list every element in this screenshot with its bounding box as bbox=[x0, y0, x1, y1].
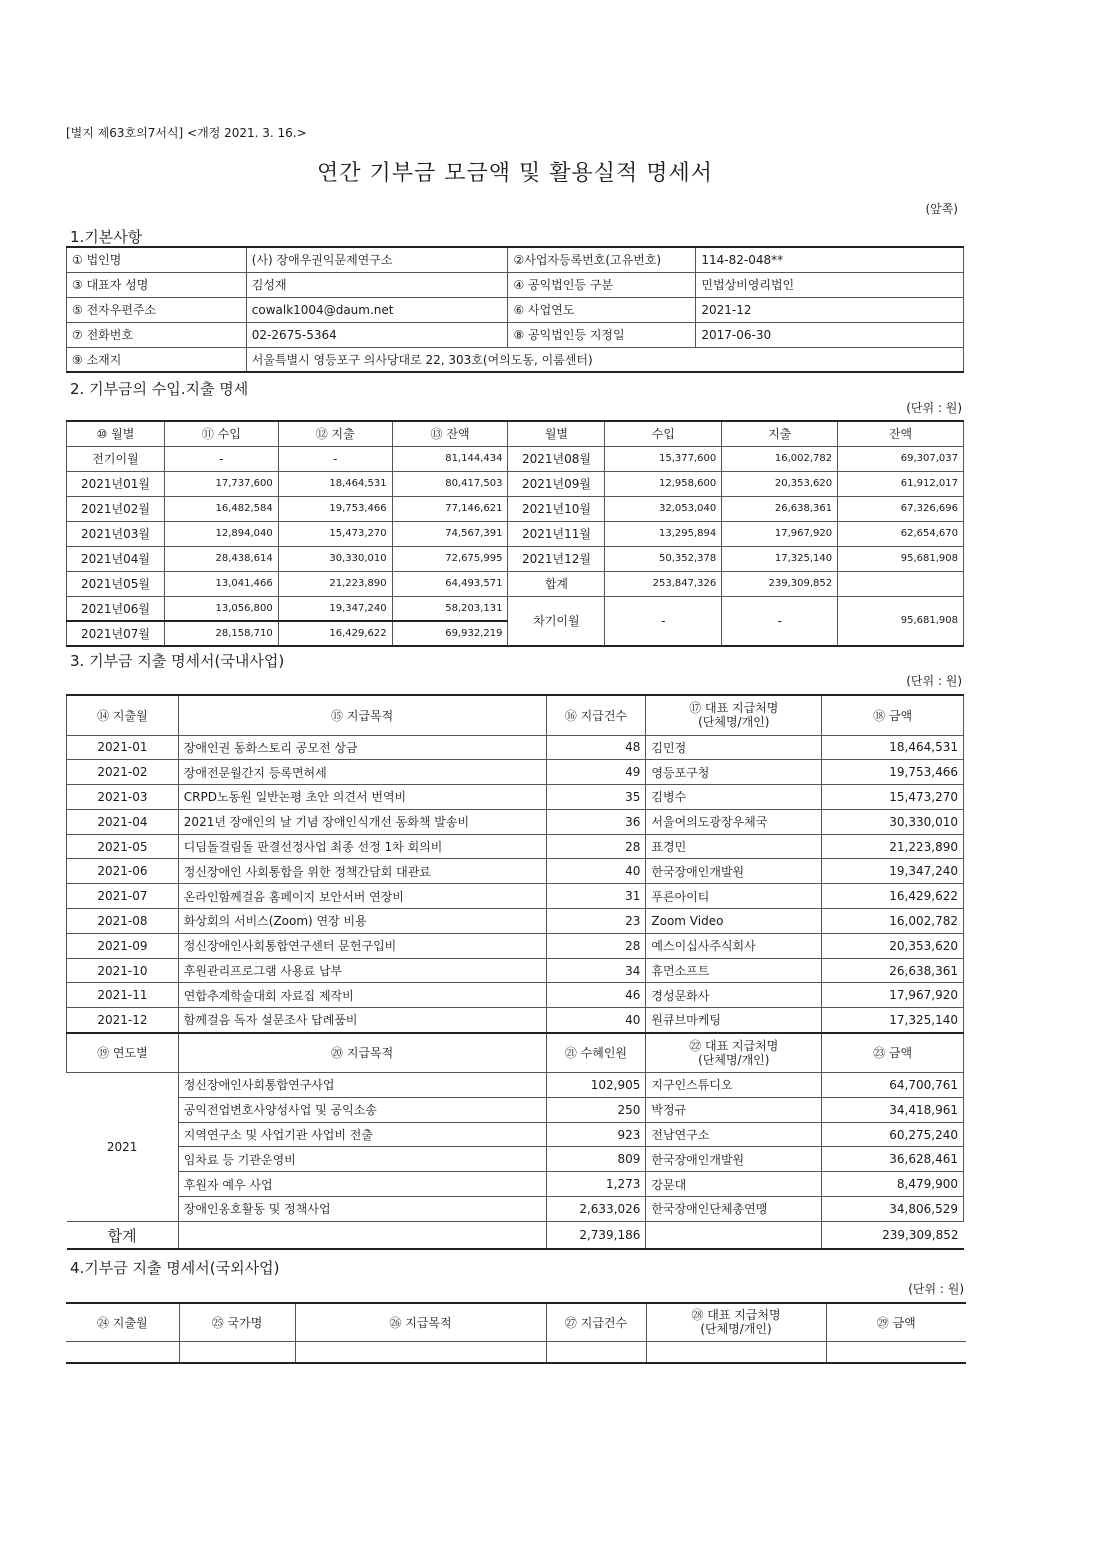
amount-cell: 64,700,761 bbox=[822, 1073, 964, 1098]
column-header: 지출 bbox=[722, 421, 838, 446]
count-cell: 31 bbox=[546, 884, 646, 909]
section3-title: 3. 기부금 지출 명세서(국내사업) bbox=[70, 652, 285, 670]
empty-row bbox=[66, 1341, 966, 1363]
table-row bbox=[67, 596, 964, 621]
payee-cell: 경성문화사 bbox=[646, 983, 822, 1008]
amount-cell: 19,753,466 bbox=[822, 760, 964, 785]
payee-cell: 표경민 bbox=[646, 834, 822, 859]
table-row bbox=[67, 496, 964, 521]
amount-cell: 16,429,622 bbox=[278, 621, 392, 646]
payee-cell: 지구인스튜디오 bbox=[646, 1073, 822, 1098]
section4-title: 4.기부금 지출 명세서(국외사업) bbox=[70, 1259, 280, 1277]
payee-cell: 서울여의도광장우체국 bbox=[646, 809, 822, 834]
program-row bbox=[67, 1147, 964, 1172]
amount-cell: 20,353,620 bbox=[722, 471, 838, 496]
table-row bbox=[67, 546, 964, 571]
domestic-expense-table bbox=[66, 694, 964, 1250]
section3-unit: (단위 : 원) bbox=[906, 674, 962, 688]
count-cell: 34 bbox=[546, 958, 646, 983]
column-header: ㉗ 지급건수 bbox=[546, 1303, 646, 1341]
basic-info-row bbox=[67, 272, 964, 297]
month-cell: 합계 bbox=[508, 571, 605, 596]
expense-row bbox=[67, 809, 964, 834]
expense-row bbox=[67, 983, 964, 1008]
month-cell: 2021년11월 bbox=[508, 521, 605, 546]
address-value: 서울특별시 영등포구 의사당대로 22, 303호(여의도동, 이룸센터) bbox=[246, 347, 963, 372]
payee-cell: 한국장애인단체총연맹 bbox=[646, 1197, 822, 1222]
month-cell: 2021년07월 bbox=[67, 621, 165, 646]
amount-cell: 28,438,614 bbox=[164, 546, 278, 571]
amount-cell: 69,932,219 bbox=[392, 621, 508, 646]
count-cell: 250 bbox=[546, 1097, 646, 1122]
amount-cell: 20,353,620 bbox=[822, 933, 964, 958]
month-cell: 2021년09월 bbox=[508, 471, 605, 496]
amount-cell: 19,347,240 bbox=[822, 859, 964, 884]
amount-cell bbox=[838, 571, 964, 596]
column-header: ㉕ 국가명 bbox=[179, 1303, 295, 1341]
amount-cell: 17,737,600 bbox=[164, 471, 278, 496]
column-header: ⑩ 월별 bbox=[67, 421, 165, 446]
amount-cell: 17,325,140 bbox=[822, 1008, 964, 1033]
header-row bbox=[67, 695, 964, 735]
expense-row bbox=[67, 735, 964, 760]
month-cell: 2021년10월 bbox=[508, 496, 605, 521]
count-cell: 36 bbox=[546, 809, 646, 834]
field-label: ⑤ 전자우편주소 bbox=[67, 297, 247, 322]
column-header: ⑱ 금액 bbox=[822, 695, 964, 735]
purpose-cell: 장애인권 동화스토리 공모전 상금 bbox=[178, 735, 546, 760]
purpose-cell: 디딤돌걸림돌 판결선정사업 최종 선정 1차 회의비 bbox=[178, 834, 546, 859]
amount-cell: 36,628,461 bbox=[822, 1147, 964, 1172]
amount-cell: - bbox=[605, 596, 722, 646]
column-header: ㉑ 수혜인원 bbox=[546, 1033, 646, 1073]
purpose-cell: 함께걸음 독자 설문조사 답례품비 bbox=[178, 1008, 546, 1033]
month-cell: 2021-07 bbox=[67, 884, 179, 909]
amount-cell: 28,158,710 bbox=[164, 621, 278, 646]
field-value: 김성재 bbox=[246, 272, 508, 297]
amount-cell: - bbox=[164, 446, 278, 471]
amount-cell: 72,675,995 bbox=[392, 546, 508, 571]
field-value: 민법상비영리법인 bbox=[696, 272, 964, 297]
payee-cell: 박정규 bbox=[646, 1097, 822, 1122]
total-count: 2,739,186 bbox=[546, 1221, 646, 1249]
document-title: 연간 기부금 모금액 및 활용실적 명세서 bbox=[317, 161, 713, 186]
purpose-cell: CRPD노동원 일반논평 초안 의견서 번역비 bbox=[178, 785, 546, 810]
section2-unit: (단위 : 원) bbox=[906, 401, 962, 415]
purpose-cell: 공익전업변호사양성사업 및 공익소송 bbox=[178, 1097, 546, 1122]
program-row bbox=[67, 1172, 964, 1197]
amount-cell: 80,417,503 bbox=[392, 471, 508, 496]
month-cell: 2021-02 bbox=[67, 760, 179, 785]
field-value: 2017-06-30 bbox=[696, 322, 964, 347]
expense-row bbox=[67, 909, 964, 934]
amount-cell: 64,493,571 bbox=[392, 571, 508, 596]
income-expense-table bbox=[66, 420, 964, 647]
program-row bbox=[67, 1097, 964, 1122]
amount-cell: 16,002,782 bbox=[722, 446, 838, 471]
column-header bbox=[646, 1033, 822, 1073]
count-cell: 23 bbox=[546, 909, 646, 934]
column-header: ㉙ 금액 bbox=[826, 1303, 966, 1341]
amount-cell: 61,912,017 bbox=[838, 471, 964, 496]
payee-cell: 전남연구소 bbox=[646, 1122, 822, 1147]
purpose-cell: 후원관리프로그램 사용료 납부 bbox=[178, 958, 546, 983]
amount-cell: 67,326,696 bbox=[838, 496, 964, 521]
basic-info-row bbox=[67, 247, 964, 272]
count-cell: 102,905 bbox=[546, 1073, 646, 1098]
amount-cell: 17,325,140 bbox=[722, 546, 838, 571]
amount-cell: 26,638,361 bbox=[722, 496, 838, 521]
amount-cell: 21,223,890 bbox=[822, 834, 964, 859]
payee-cell: Zoom Video bbox=[646, 909, 822, 934]
amount-cell: 16,002,782 bbox=[822, 909, 964, 934]
basic-info-table bbox=[66, 246, 964, 373]
expense-row bbox=[67, 760, 964, 785]
empty-cell bbox=[66, 1341, 179, 1363]
amount-cell: 13,056,800 bbox=[164, 596, 278, 621]
table-row bbox=[67, 471, 964, 496]
field-label: ⑥ 사업연도 bbox=[508, 297, 696, 322]
payee-cell: 영등포구청 bbox=[646, 760, 822, 785]
amount-cell: 15,473,270 bbox=[278, 521, 392, 546]
month-cell: 2021-04 bbox=[67, 809, 179, 834]
column-header: ⑫ 지출 bbox=[278, 421, 392, 446]
purpose-cell: 후원자 예우 사업 bbox=[178, 1172, 546, 1197]
total-row bbox=[67, 1221, 964, 1249]
empty-cell bbox=[646, 1221, 822, 1249]
header-row bbox=[66, 1303, 966, 1341]
field-label: ① 법인명 bbox=[67, 247, 247, 272]
header-row bbox=[67, 421, 964, 446]
form-reference: [별지 제63호의7서식] <개정 2021. 3. 16.> bbox=[66, 126, 307, 140]
count-cell: 28 bbox=[546, 933, 646, 958]
amount-cell: 34,418,961 bbox=[822, 1097, 964, 1122]
amount-cell: 26,638,361 bbox=[822, 958, 964, 983]
amount-cell: - bbox=[722, 596, 838, 646]
amount-cell: 95,681,908 bbox=[838, 546, 964, 571]
amount-cell: 19,347,240 bbox=[278, 596, 392, 621]
amount-cell: 253,847,326 bbox=[605, 571, 722, 596]
header-line: (단체명/개인) bbox=[700, 1322, 772, 1337]
month-cell: 2021-10 bbox=[67, 958, 179, 983]
amount-cell: 18,464,531 bbox=[278, 471, 392, 496]
month-cell: 2021년06월 bbox=[67, 596, 165, 621]
column-header: 잔액 bbox=[838, 421, 964, 446]
section2-title: 2. 기부금의 수입.지출 명세 bbox=[70, 380, 249, 398]
table-row bbox=[67, 571, 964, 596]
purpose-cell: 온라인함께걸음 홈페이지 보안서버 연장비 bbox=[178, 884, 546, 909]
amount-cell: 13,295,894 bbox=[605, 521, 722, 546]
count-cell: 809 bbox=[546, 1147, 646, 1172]
purpose-cell: 임차료 등 기관운영비 bbox=[178, 1147, 546, 1172]
empty-cell bbox=[646, 1341, 826, 1363]
month-cell: 2021년04월 bbox=[67, 546, 165, 571]
amount-cell: 12,958,600 bbox=[605, 471, 722, 496]
amount-cell: 30,330,010 bbox=[278, 546, 392, 571]
table-row bbox=[67, 446, 964, 471]
amount-cell: 15,377,600 bbox=[605, 446, 722, 471]
month-cell: 2021년08월 bbox=[508, 446, 605, 471]
total-amount: 239,309,852 bbox=[822, 1221, 964, 1249]
month-cell: 2021년03월 bbox=[67, 521, 165, 546]
amount-cell: 17,967,920 bbox=[822, 983, 964, 1008]
month-cell: 2021-05 bbox=[67, 834, 179, 859]
amount-cell: 50,352,378 bbox=[605, 546, 722, 571]
column-header: ⑮ 지급목적 bbox=[178, 695, 546, 735]
field-value: (사) 장애우권익문제연구소 bbox=[246, 247, 508, 272]
column-header: 수입 bbox=[605, 421, 722, 446]
amount-cell: 239,309,852 bbox=[722, 571, 838, 596]
header-line: ㉘ 대표 지급처명 bbox=[691, 1308, 781, 1323]
field-value: 02-2675-5364 bbox=[246, 322, 508, 347]
amount-cell: 60,275,240 bbox=[822, 1122, 964, 1147]
count-cell: 48 bbox=[546, 735, 646, 760]
empty-cell bbox=[179, 1341, 295, 1363]
expense-row bbox=[67, 785, 964, 810]
purpose-cell: 화상회의 서비스(Zoom) 연장 비용 bbox=[178, 909, 546, 934]
amount-cell: 34,806,529 bbox=[822, 1197, 964, 1222]
month-cell: 2021-03 bbox=[67, 785, 179, 810]
empty-cell bbox=[546, 1341, 646, 1363]
column-header: ⑬ 잔액 bbox=[392, 421, 508, 446]
empty-cell bbox=[826, 1341, 966, 1363]
amount-cell: 95,681,908 bbox=[838, 596, 964, 646]
field-label: ②사업자등록번호(고유번호) bbox=[508, 247, 696, 272]
purpose-cell: 2021년 장애인의 날 기념 장애인식개선 동화책 발송비 bbox=[178, 809, 546, 834]
section1-title: 1.기본사항 bbox=[70, 228, 143, 246]
payee-cell: 예스이십사주식회사 bbox=[646, 933, 822, 958]
amount-cell: 12,894,040 bbox=[164, 521, 278, 546]
header-line: ㉒ 대표 지급처명 bbox=[689, 1038, 779, 1053]
column-header bbox=[646, 1303, 826, 1341]
month-cell: 2021년01월 bbox=[67, 471, 165, 496]
count-cell: 40 bbox=[546, 1008, 646, 1033]
month-cell: 2021-01 bbox=[67, 735, 179, 760]
total-label: 합계 bbox=[67, 1221, 179, 1249]
program-row bbox=[67, 1197, 964, 1222]
payee-cell: 김병수 bbox=[646, 785, 822, 810]
amount-cell: 30,330,010 bbox=[822, 809, 964, 834]
purpose-cell: 장애전문월간지 등록면허세 bbox=[178, 760, 546, 785]
field-value: cowalk1004@daum.net bbox=[246, 297, 508, 322]
amount-cell: 21,223,890 bbox=[278, 571, 392, 596]
program-row bbox=[67, 1122, 964, 1147]
purpose-cell: 장애인옹호활동 및 정책사업 bbox=[178, 1197, 546, 1222]
table-row bbox=[67, 521, 964, 546]
amount-cell: 69,307,037 bbox=[838, 446, 964, 471]
month-cell: 2021년02월 bbox=[67, 496, 165, 521]
amount-cell: 77,146,621 bbox=[392, 496, 508, 521]
empty-cell bbox=[295, 1341, 546, 1363]
purpose-cell: 정신장애인 사회통합을 위한 정책간담회 대관료 bbox=[178, 859, 546, 884]
purpose-cell: 지역연구소 및 사업기관 사업비 전출 bbox=[178, 1122, 546, 1147]
month-cell: 2021년12월 bbox=[508, 546, 605, 571]
purpose-cell: 정신장애인사회통합연구센터 문헌구입비 bbox=[178, 933, 546, 958]
count-cell: 49 bbox=[546, 760, 646, 785]
expense-row bbox=[67, 1008, 964, 1033]
expense-row bbox=[67, 884, 964, 909]
field-value: 2021-12 bbox=[696, 297, 964, 322]
section4-unit: (단위 : 원) bbox=[908, 1282, 964, 1296]
field-label: ⑨ 소재지 bbox=[67, 347, 247, 372]
count-cell: 28 bbox=[546, 834, 646, 859]
column-header: ⑳ 지급목적 bbox=[178, 1033, 546, 1073]
payee-cell: 한국장애인개발원 bbox=[646, 1147, 822, 1172]
payee-cell: 강문대 bbox=[646, 1172, 822, 1197]
amount-cell: 17,967,920 bbox=[722, 521, 838, 546]
field-label: ⑦ 전화번호 bbox=[67, 322, 247, 347]
count-cell: 2,633,026 bbox=[546, 1197, 646, 1222]
purpose-cell: 정신장애인사회통합연구사업 bbox=[178, 1073, 546, 1098]
field-label: ⑧ 공익법인등 지정일 bbox=[508, 322, 696, 347]
column-header: ㉓ 금액 bbox=[822, 1033, 964, 1073]
count-cell: 923 bbox=[546, 1122, 646, 1147]
header-row-2 bbox=[67, 1033, 964, 1073]
amount-cell: - bbox=[278, 446, 392, 471]
field-label: ③ 대표자 성명 bbox=[67, 272, 247, 297]
amount-cell: 74,567,391 bbox=[392, 521, 508, 546]
count-cell: 1,273 bbox=[546, 1172, 646, 1197]
month-cell: 2021-09 bbox=[67, 933, 179, 958]
field-value: 114-82-048** bbox=[696, 247, 964, 272]
year-cell: 2021 bbox=[67, 1073, 179, 1222]
amount-cell: 15,473,270 bbox=[822, 785, 964, 810]
payee-cell: 원큐브마케팅 bbox=[646, 1008, 822, 1033]
column-header: ⑪ 수입 bbox=[164, 421, 278, 446]
program-row bbox=[67, 1073, 964, 1098]
payee-cell: 휴먼소프트 bbox=[646, 958, 822, 983]
amount-cell: 32,053,040 bbox=[605, 496, 722, 521]
amount-cell: 18,464,531 bbox=[822, 735, 964, 760]
field-label: ④ 공익법인등 구분 bbox=[508, 272, 696, 297]
basic-info-row bbox=[67, 297, 964, 322]
column-header: ⑭ 지출월 bbox=[67, 695, 179, 735]
payee-cell: 김민정 bbox=[646, 735, 822, 760]
amount-cell: 58,203,131 bbox=[392, 596, 508, 621]
payee-cell: 한국장애인개발원 bbox=[646, 859, 822, 884]
amount-cell: 62,654,670 bbox=[838, 521, 964, 546]
basic-info-row bbox=[67, 347, 964, 372]
expense-row bbox=[67, 859, 964, 884]
month-cell: 2021-08 bbox=[67, 909, 179, 934]
month-cell: 2021-06 bbox=[67, 859, 179, 884]
column-header: ㉖ 지급목적 bbox=[295, 1303, 546, 1341]
amount-cell: 8,479,900 bbox=[822, 1172, 964, 1197]
overseas-expense-table bbox=[66, 1302, 966, 1364]
header-line: (단체명/개인) bbox=[698, 715, 770, 730]
expense-row bbox=[67, 958, 964, 983]
amount-cell: 16,482,584 bbox=[164, 496, 278, 521]
month-cell: 차기이월 bbox=[508, 596, 605, 646]
page-side-label: (앞쪽) bbox=[925, 202, 958, 216]
month-cell: 2021년05월 bbox=[67, 571, 165, 596]
empty-cell bbox=[178, 1221, 546, 1249]
amount-cell: 81,144,434 bbox=[392, 446, 508, 471]
count-cell: 35 bbox=[546, 785, 646, 810]
amount-cell: 19,753,466 bbox=[278, 496, 392, 521]
column-header: 월별 bbox=[508, 421, 605, 446]
header-line: (단체명/개인) bbox=[698, 1052, 770, 1067]
purpose-cell: 연합추계학술대회 자료집 제작비 bbox=[178, 983, 546, 1008]
expense-row bbox=[67, 834, 964, 859]
header-line: ⑰ 대표 지급처명 bbox=[689, 701, 779, 716]
basic-info-row bbox=[67, 322, 964, 347]
count-cell: 40 bbox=[546, 859, 646, 884]
column-header: ⑲ 연도별 bbox=[67, 1033, 179, 1073]
amount-cell: 16,429,622 bbox=[822, 884, 964, 909]
column-header bbox=[646, 695, 822, 735]
expense-row bbox=[67, 933, 964, 958]
month-cell: 2021-11 bbox=[67, 983, 179, 1008]
column-header: ⑯ 지급건수 bbox=[546, 695, 646, 735]
column-header: ㉔ 지출월 bbox=[66, 1303, 179, 1341]
month-cell: 2021-12 bbox=[67, 1008, 179, 1033]
amount-cell: 13,041,466 bbox=[164, 571, 278, 596]
count-cell: 46 bbox=[546, 983, 646, 1008]
payee-cell: 푸른아이티 bbox=[646, 884, 822, 909]
month-cell: 전기이월 bbox=[67, 446, 165, 471]
